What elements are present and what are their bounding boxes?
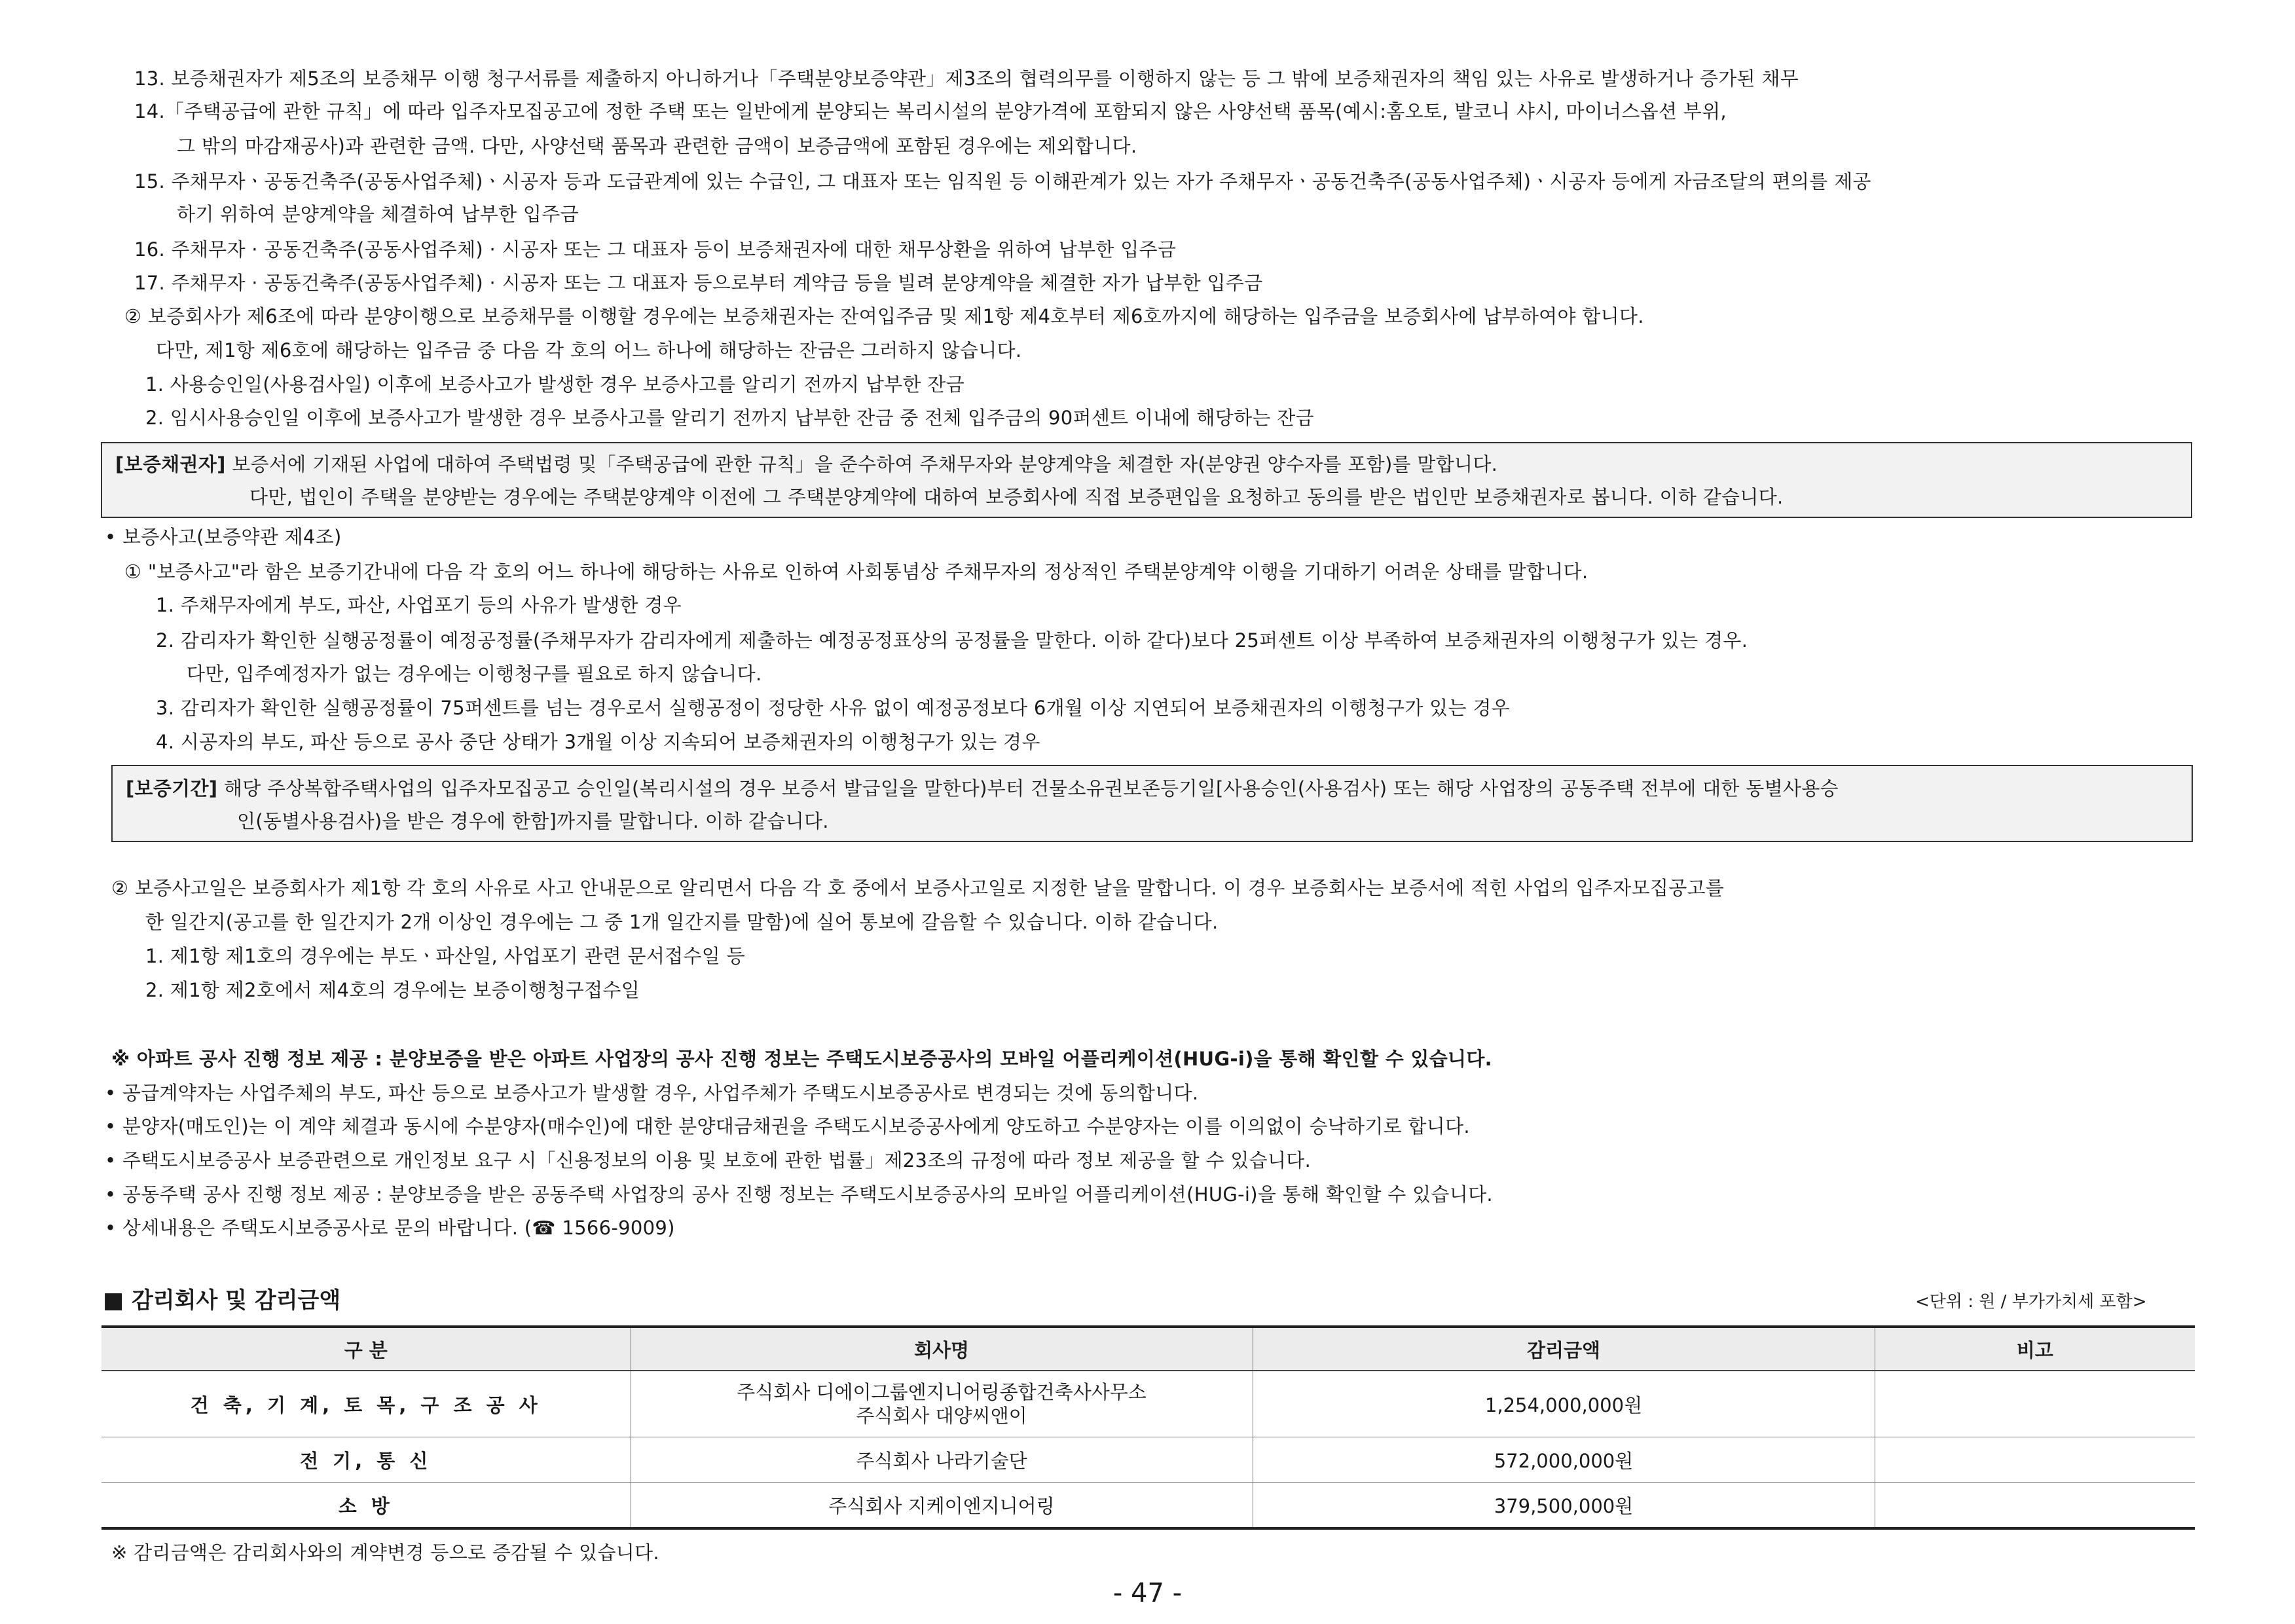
period-line-1 (126, 775, 1839, 802)
footnote: ※ 감리금액은 감리회사와의 계약변경 등으로 증감될 수 있습니다. (111, 1541, 659, 1564)
row-note (1875, 1437, 2195, 1483)
section-title: ■ 감리회사 및 감리금액 (103, 1287, 341, 1314)
table-row (101, 1483, 2195, 1529)
page-number: - 47 - (1112, 1578, 1183, 1608)
row-note (1875, 1483, 2195, 1529)
table-header-row (101, 1327, 2195, 1371)
header-company: 회사명 (631, 1327, 1253, 1371)
definition-line-2: 다만, 법인이 주택을 분양받는 경우에는 주택분양계약 이전에 그 주택분양계약에 대하여 보증회사에 직접 보증편입을 요청하고 동의를 받은 법인만 보증채권자로 봅니다. 이하 같습니다. (249, 486, 1784, 508)
clause-2-proviso: 다만, 제1항 제6호에 해당하는 입주금 중 다음 각 호의 어느 하나에 해당하는 잔금은 그러하지 않습니다. (156, 339, 1022, 361)
item-15-cont: 하기 위하여 분양계약을 체결하여 납부한 입주금 (177, 203, 579, 225)
company-name: 주식회사 디에이그룹엔지니어링종합건축사사무소 (737, 1381, 1147, 1403)
item-13: 13. 보증채권자가 제5조의 보증채무 이행 청구서류를 제출하지 아니하거나「주택분양보증약관」제3조의 협력의무를 이행하지 않는 등 그 밖에 보증채권자의 책임 있는 사유로 발생하거나 증가된 채무 (134, 67, 1799, 90)
header-note: 비고 (1875, 1327, 2195, 1371)
definition-label: [보증채권자] (115, 453, 226, 475)
item-16: 16. 주채무자 · 공동건축주(공동사업주체) · 시공자 또는 그 대표자 등이 보증채권자에 대한 채무상환을 위하여 납부한 입주금 (134, 238, 1177, 261)
accident-item-2-cont: 다만, 입주예정자가 없는 경우에는 이행청구를 필요로 하지 않습니다. (187, 663, 762, 685)
accident-item-3: 3. 감리자가 확인한 실행공정률이 75퍼센트를 넘는 경우로서 실행공정이 정당한 사유 없이 예정공정보다 6개월 이상 지연되어 보증채권자의 이행청구가 있는 경우 (156, 697, 1510, 719)
definition-line-1 (115, 451, 1497, 477)
row-amount: 572,000,000원 (1253, 1437, 1875, 1483)
item-15: 15. 주채무자ㆍ공동건축주(공동사업주체)ㆍ시공자 등과 도급관계에 있는 수급인, 그 대표자 또는 임직원 등 이해관계가 있는 자가 주채무자ㆍ공동건축주(공동사업주체)ㆍ시공자 등에게 자금조달의 편의를 제공 (134, 170, 1871, 193)
header-amount: 감리금액 (1253, 1327, 1875, 1371)
item-14-cont: 그 밖의 마감재공사)과 관련한 금액. 다만, 사양선택 품목과 관련한 금액이 보증금액에 포함된 경우에는 제외합니다. (177, 135, 1137, 157)
clause-2-item-2: 2. 임시사용승인일 이후에 보증사고가 발생한 경우 보증사고를 알리기 전까지 납부한 잔금 중 전체 입주금의 90퍼센트 이내에 해당하는 잔금 (145, 407, 1314, 429)
accident-date-item-2: 2. 제1항 제2호에서 제4호의 경우에는 보증이행청구접수일 (145, 979, 640, 1001)
clause-2-item-1: 1. 사용승인일(사용검사일) 이후에 보증사고가 발생한 경우 보증사고를 알리기 전까지 납부한 잔금 (145, 373, 964, 396)
row-companies: 주식회사 지케이엔지니어링 (631, 1483, 1253, 1529)
accident-clause-1: ① "보증사고"라 함은 보증기간내에 다음 각 호의 어느 하나에 해당하는 사유로 인하여 사회통념상 주채무자의 정상적인 주택분양계약 이행을 기대하기 어려운 상태를 말합니다. (124, 561, 1588, 583)
accident-date-item-1: 1. 제1항 제1호의 경우에는 부도ㆍ파산일, 사업포기 관련 문서접수일 등 (145, 945, 745, 967)
accident-item-2: 2. 감리자가 확인한 실행공정률이 예정공정률(주채무자가 감리자에게 제출하는 예정공정표상의 공정률을 말한다. 이하 같다)보다 25퍼센트 이상 부족하여 보증채권자의 이행청구가 있는 경우. (156, 629, 1748, 652)
clause-2: ② 보증회사가 제6조에 따라 분양이행으로 보증채무를 이행할 경우에는 보증채권자는 잔여입주금 및 제1항 제4호부터 제6호까지에 해당하는 입주금을 보증회사에 납부하여야 합니다. (124, 305, 1644, 327)
notice-bullet: • 상세내용은 주택도시보증공사로 문의 바랍니다. (☎ 1566-9009) (105, 1217, 675, 1239)
guarantee-accident-heading: • 보증사고(보증약관 제4조) (105, 526, 342, 548)
row-amount: 379,500,000원 (1253, 1483, 1875, 1529)
accident-date-clause-cont: 한 일간지(공고를 한 일간지가 2개 이상인 경우에는 그 중 1개 일간지를 말함)에 실어 통보에 갈음할 수 있습니다. 이하 같습니다. (145, 911, 1219, 933)
notice-bullet: • 공동주택 공사 진행 정보 제공 : 분양보증을 받은 공동주택 사업장의 공사 진행 정보는 주택도시보증공사의 모바일 어플리케이션(HUG-i)을 통해 확인할 수 있습니다. (105, 1183, 1493, 1206)
period-text: 해당 주상복합주택사업의 입주자모집공고 승인일(복리시설의 경우 보증서 발급일을 말한다)부터 건물소유권보존등기일[사용승인(사용검사) 또는 해당 사업장의 공동주택 전부에 대한 동별사용승 (217, 777, 1839, 800)
accident-item-1: 1. 주채무자에게 부도, 파산, 사업포기 등의 사유가 발생한 경우 (156, 594, 682, 616)
accident-item-4: 4. 시공자의 부도, 파산 등으로 공사 중단 상태가 3개월 이상 지속되어 보증채권자의 이행청구가 있는 경우 (156, 731, 1040, 753)
table-row (101, 1371, 2195, 1437)
row-companies (631, 1371, 1253, 1437)
company-name: 주식회사 대양씨앤이 (856, 1405, 1027, 1427)
row-category: 건 축, 기 계, 토 목, 구 조 공 사 (101, 1371, 631, 1437)
item-14: 14.「주택공급에 관한 규칙」에 따라 입주자모집공고에 정한 주택 또는 일반에게 분양되는 복리시설의 분양가격에 포함되지 않은 사양선택 품목(예시:홈오토, 발코니 샤시, 마이너스옵션 부위, (134, 100, 1727, 122)
header-category: 구 분 (101, 1327, 631, 1371)
accident-date-clause: ② 보증사고일은 보증회사가 제1항 각 호의 사유로 사고 안내문으로 알리면서 다음 각 호 중에서 보증사고일로 지정한 날을 말합니다. 이 경우 보증회사는 보증서에 적힌 사업의 입주자모집공고를 (111, 877, 1725, 899)
supervision-fee-table (101, 1325, 2195, 1530)
definition-box-guarantee-period (111, 765, 2193, 842)
unit-note: <단위 : 원 / 부가가치세 포함> (1915, 1292, 2147, 1312)
table-row (101, 1437, 2195, 1483)
notice-bullet: • 분양자(매도인)는 이 계약 체결과 동시에 수분양자(매수인)에 대한 분양대금채권을 주택도시보증공사에게 양도하고 수분양자는 이를 이의없이 승낙하기로 합니다. (105, 1115, 1470, 1137)
row-category: 소 방 (101, 1483, 631, 1529)
definition-box-guarantee-creditor (101, 442, 2192, 518)
hug-i-headline: ※ 아파트 공사 진행 정보 제공 : 분양보증을 받은 아파트 사업장의 공사 진행 정보는 주택도시보증공사의 모바일 어플리케이션(HUG-i)을 통해 확인할 수 있습니다. (111, 1048, 1492, 1070)
definition-text: 보증서에 기재된 사업에 대하여 주택법령 및「주택공급에 관한 규칙」을 준수하여 주채무자와 분양계약을 체결한 자(분양권 양수자를 포함)를 말합니다. (225, 453, 1498, 475)
period-label: [보증기간] (126, 777, 218, 800)
notice-bullet: • 주택도시보증공사 보증관련으로 개인정보 요구 시「신용정보의 이용 및 보호에 관한 법률」제23조의 규정에 따라 정보 제공을 할 수 있습니다. (105, 1149, 1312, 1172)
row-companies: 주식회사 나라기술단 (631, 1437, 1253, 1483)
row-note (1875, 1371, 2195, 1437)
row-amount: 1,254,000,000원 (1253, 1371, 1875, 1437)
period-line-2: 인(동별사용검사)을 받은 경우에 한함]까지를 말합니다. 이하 같습니다. (237, 810, 829, 832)
notice-bullet: • 공급계약자는 사업주체의 부도, 파산 등으로 보증사고가 발생할 경우, 사업주체가 주택도시보증공사로 변경되는 것에 동의합니다. (105, 1082, 1199, 1104)
item-17: 17. 주채무자 · 공동건축주(공동사업주체) · 시공자 또는 그 대표자 등으로부터 계약금 등을 빌려 분양계약을 체결한 자가 납부한 입주금 (134, 272, 1263, 294)
row-category: 전 기, 통 신 (101, 1437, 631, 1483)
